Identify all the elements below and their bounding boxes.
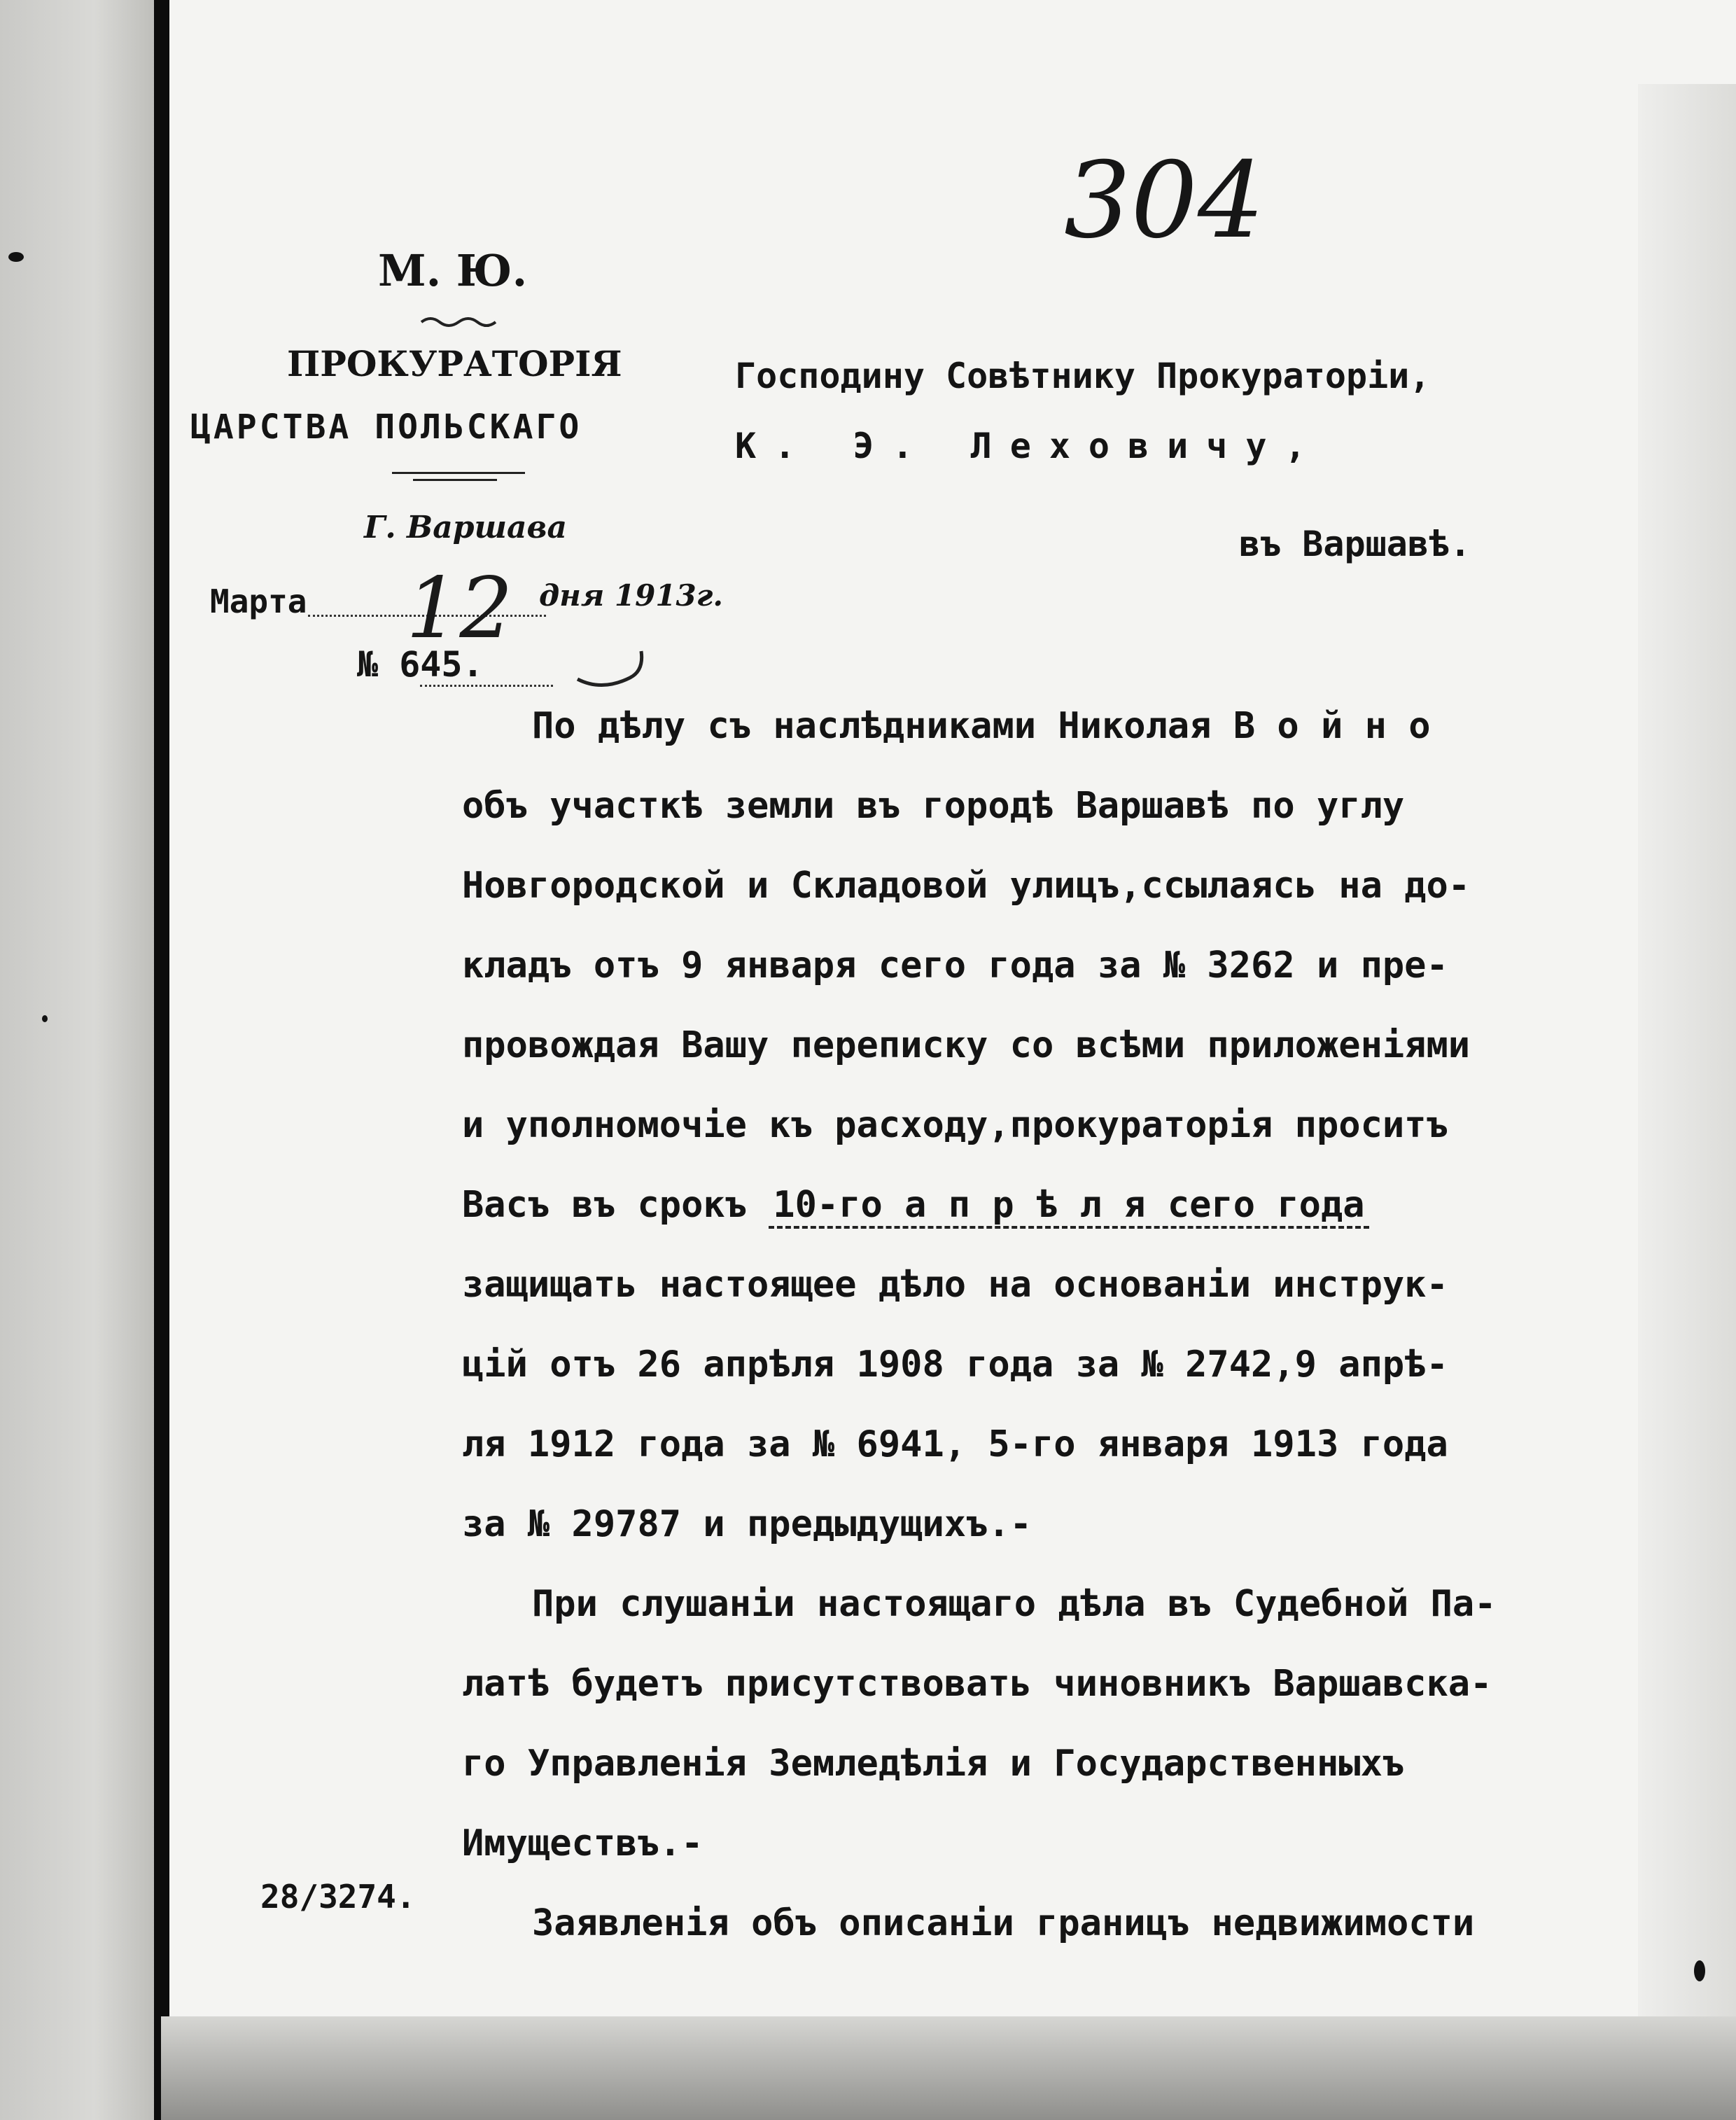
- office-title-line2: ЦАРСТВА ПОЛЬСКАГО: [190, 407, 582, 447]
- body-line: ля 1912 года за № 6941, 5-го января 1913 года: [462, 1423, 1448, 1465]
- reference-number: 28/3274.: [260, 1878, 416, 1916]
- folio-number: 304: [1064, 140, 1265, 262]
- ornamental-divider: [420, 314, 497, 328]
- body-line: и уполномочіе къ расходу,прокураторія проситъ: [462, 1104, 1448, 1146]
- adjacent-page-edge: [0, 0, 158, 2120]
- letterhead-rule: [392, 472, 525, 474]
- page-bottom-shadow: [161, 2016, 1736, 2120]
- date-year: дня 1913г.: [539, 578, 724, 613]
- date-month: Марта: [210, 583, 307, 620]
- body-line: По дѣлу съ наслѣдниками Николая В о й н о: [532, 705, 1431, 747]
- body-line: провождая Вашу переписку со всѣми приложеніями: [462, 1024, 1471, 1066]
- ink-speck: [8, 252, 24, 262]
- binding-shadow: [154, 0, 169, 2120]
- deadline-underlined: 10-го а п р ѣ л я сего года: [769, 1184, 1368, 1229]
- body-line: объ участкѣ земли въ городѣ Варшавѣ по углу: [462, 785, 1405, 827]
- body-line: го Управленія Земледѣлія и Государственныхъ: [462, 1743, 1405, 1785]
- letterhead-rule: [413, 479, 497, 481]
- ministry-heading: М. Ю.: [378, 245, 528, 296]
- date-day-handwritten: 12: [406, 560, 513, 657]
- body-line: кладъ отъ 9 января сего года за № 3262 и пре-: [462, 944, 1448, 986]
- page-edge-shadow: [1638, 84, 1736, 2030]
- office-title-line1: ПРОКУРАТОРІЯ: [287, 343, 622, 384]
- ink-speck: [42, 1015, 48, 1022]
- addressee-city: въ Варшавѣ.: [1239, 524, 1471, 564]
- city-label: Г. Варшава: [364, 510, 567, 545]
- ink-speck: [1694, 1960, 1705, 1981]
- body-line: При слушаніи настоящаго дѣла въ Судебной Па-: [532, 1583, 1497, 1625]
- body-line-start: Васъ въ срокъ: [462, 1184, 769, 1226]
- body-line: Заявленія объ описаніи границъ недвижимости: [532, 1902, 1475, 1944]
- addressee-line1: Господину Совѣтнику Прокураторіи,: [735, 356, 1431, 396]
- body-line: защищать настоящее дѣло на основаніи инструк-: [462, 1264, 1448, 1306]
- body-line: Имуществъ.-: [462, 1822, 704, 1864]
- letter-body: [462, 686, 1610, 1963]
- body-line: цій отъ 26 апрѣля 1908 года за № 2742,9 апрѣ-: [462, 1344, 1448, 1386]
- addressee-name: К. Э. Леховичу,: [735, 426, 1324, 466]
- outgoing-number: № 645.: [357, 644, 484, 685]
- body-line-deadline: [462, 1165, 1610, 1245]
- body-line: латѣ будетъ присутствовать чиновникъ Варшавска-: [462, 1663, 1492, 1705]
- body-line: Новгородской и Складовой улицъ,ссылаясь на до-: [462, 865, 1471, 907]
- body-line: за № 29787 и предыдущихъ.-: [462, 1503, 1032, 1545]
